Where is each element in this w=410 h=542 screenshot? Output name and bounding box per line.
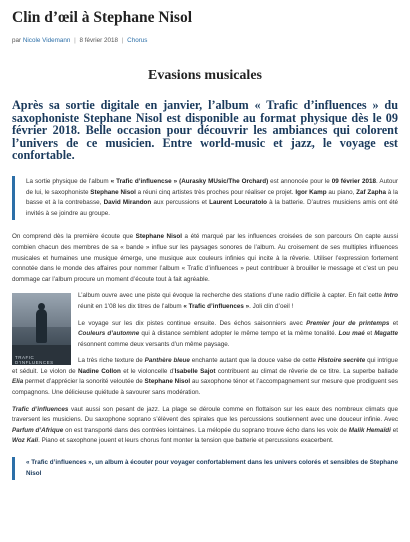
quote-bold: « Trafic d’influencse » (Aurasky MUsic/The Orchard) — [110, 177, 269, 185]
para-text: et — [390, 426, 398, 434]
para-bold: Isabelle Sajot — [174, 367, 216, 375]
para-text: au saxophone ténor et l’accompagnement sur mesure que prodiguent ses compagnons. Une délicieuse quiétude à savourer sans modération. — [12, 378, 398, 397]
para-text: réunit en 1’08 les dix titres de l’album — [78, 302, 184, 310]
cover-caption: TRAFIC D'INFLUENCES — [15, 355, 54, 366]
para-italic: Couleurs d’automne — [78, 330, 140, 338]
quote-text: La sortie physique de l’album — [26, 177, 111, 185]
quote-text: . Autour de lui, le saxophoniste — [26, 177, 398, 196]
meta-prefix: par — [12, 37, 22, 44]
para-bold: Stephane Nisol — [135, 233, 182, 241]
body-paragraph-5 — [12, 405, 398, 447]
post-date: 8 février 2018 — [79, 37, 119, 44]
para-italic: Parfum d’Afrique — [12, 426, 64, 434]
para-text: résonnent comme deux versants d’un même paysage. — [78, 340, 230, 348]
meta-separator: | — [121, 37, 124, 44]
quote-text: est annoncée pour le — [268, 177, 332, 185]
para-text: vaut aussi son pesant de jazz. La plage se déroule comme en flottaison sur les eaux des nombreux climats que traversent les musiciens. Du saxophone soprano s’élèvent des spirales que les percussions soutiennent avec une douceur infinie. Avec — [12, 405, 398, 424]
category-link[interactable]: Chorus — [127, 37, 148, 44]
para-text: et — [389, 319, 398, 327]
quote-bold: Laurent Locuratolo — [209, 199, 267, 207]
para-bold: « Trafic d’influences » — [183, 302, 250, 310]
body-paragraph-3 — [78, 319, 398, 351]
article-lead: Après sa sortie digitale en janvier, l’album « Trafic d’influences » du saxophoniste Stephane Nisol est disponible au format physique dès le 09 février 2018. Belle occasion pour découvrir les ambiances qui colorent l’univers de ce musicien. Entre world-music et jazz, le voyage est confortable. — [12, 98, 398, 163]
para-text: permet d’apprécier la sonorité veloutée de — [23, 378, 145, 386]
para-text: La très riche texture de — [78, 357, 145, 365]
para-text: on est transporté dans des contrées lointaines. La mélopée du soprano trouve écho dans les voix de — [63, 426, 349, 434]
body-paragraph-1 — [12, 232, 398, 285]
quote-text: a réuni cinq artistes très proches pour réaliser ce projet. — [135, 188, 296, 196]
quote-bold: 09 février 2018 — [331, 177, 377, 185]
para-text: enchante autant que la douce valse de cette — [189, 357, 318, 365]
para-italic: Lou maé — [338, 330, 365, 338]
para-text: et — [364, 330, 375, 338]
author-link[interactable]: Nicole Videmann — [22, 37, 71, 44]
article-heading: Evasions musicales — [148, 68, 262, 83]
album-cover-image — [12, 293, 71, 365]
para-italic: Intro — [384, 292, 398, 300]
quote-text: à la batterie. D’autres musiciens amis ont été invités à se joindre au groupe. — [26, 199, 399, 217]
para-text: . Piano et saxophone jouent et leurs chorus font monter la tension que batterie et percussions exacerbent. — [38, 437, 334, 445]
quote-bold: Igor Kamp — [295, 188, 327, 196]
para-text: a été marqué par les influences croisées de son parcours On capte aussi combien chacun des membres de sa « bande » influe sur les paysages sonores de l’album. Au croisement de ses multiples influences musicales et humaines une musique émerge, une musique aux couleurs infinies qui incite à la rêverie. Utiliser l’expression fortement connotée dans le monde des affaires pour nommer l’album « Trafic d’influences » peut contribuer à brouiller le message et c’est un peu dommage car l’album procure un moment d’écoute tout à fait agréable. — [12, 233, 398, 283]
quote-text: au piano, — [326, 188, 357, 196]
para-text: L’album ouvre avec une piste qui évoque la recherche des stations d’une radio difficile à capter. En fait cette — [78, 292, 384, 300]
para-italic: Histoire secrète — [317, 357, 366, 365]
para-text: Le voyage sur les dix pistes continue ensuite. Des échos saisonniers avec — [78, 319, 307, 327]
para-text: et le violoncelle d’ — [120, 367, 175, 375]
para-text: qui à distance semblent adopter le même tempo et la même tonalité. — [139, 330, 339, 338]
para-italic: Premier jour de printemps — [306, 319, 390, 327]
para-italic: Magatte — [374, 330, 398, 338]
para-bold: Stephane Nisol — [144, 378, 191, 386]
para-italic: Elia — [12, 378, 24, 386]
quote-bold: Zaf Zapha — [356, 188, 386, 196]
para-text: On comprend dès la première écoute que — [12, 233, 136, 241]
para-italic: Woz Kali — [12, 437, 39, 445]
article-page — [12, 6, 398, 480]
para-italic: Malik Hemaïdi — [348, 426, 391, 434]
meta-separator: | — [74, 37, 76, 44]
quote-bold: Stephane Nisol — [90, 188, 136, 196]
intro-blockquote — [12, 176, 398, 220]
quote-text: à la basse et à la contrebasse, — [26, 188, 398, 207]
cover-figure — [36, 309, 47, 343]
closing-blockquote: « Trafic d’influences », un album à écouter pour voyager confortablement dans les univers colorés et sensibles de Stephane Nisol — [12, 457, 398, 480]
para-text: . Joli clin d’oeil ! — [249, 302, 294, 310]
para-italic: Trafic d’influences — [12, 405, 69, 413]
quote-text: aux percussions et — [151, 199, 210, 207]
para-italic: Panthère bleue — [144, 357, 190, 365]
post-title: Clin d’œil à Stephane Nisol — [12, 9, 193, 26]
para-text: contribuent au climat de rêverie de ce titre. La superbe ballade — [215, 367, 398, 375]
body-paragraph-2 — [78, 291, 398, 312]
quote-bold: David Mirandon — [103, 199, 152, 207]
post-meta — [12, 36, 398, 45]
para-bold: Nadine Collon — [77, 367, 121, 375]
para-text: qui intrigue et séduit. Le violon de — [12, 357, 398, 375]
